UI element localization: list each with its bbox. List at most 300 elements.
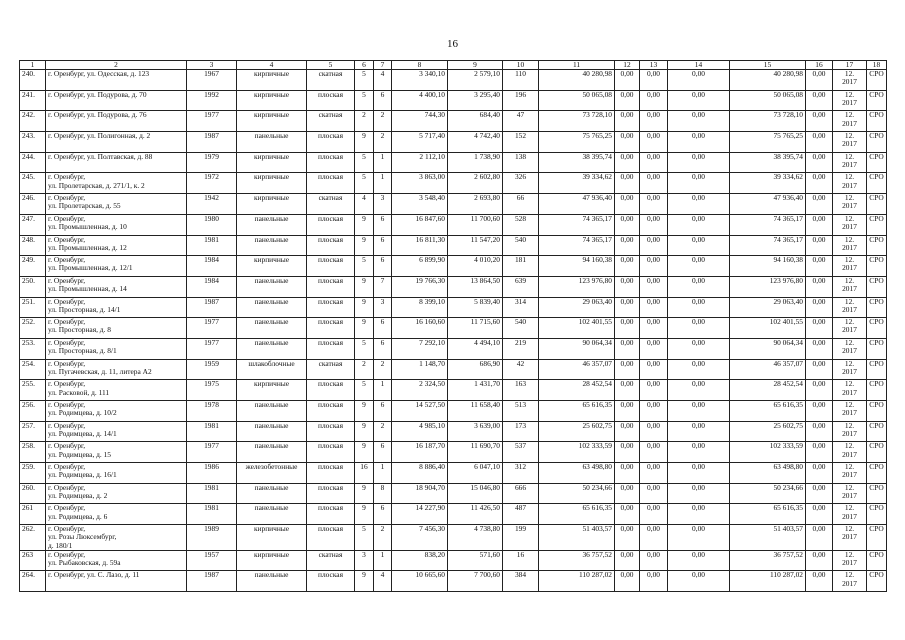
table-cell: 7 <box>374 276 392 297</box>
table-cell: плоская <box>307 338 355 359</box>
table-cell: 264. <box>20 571 46 592</box>
table-cell: 0,00 <box>668 483 730 504</box>
table-cell: 5 <box>355 90 374 111</box>
table-cell: 0,00 <box>615 111 640 132</box>
table-cell: панельные <box>237 421 307 442</box>
table-cell: 29 063,40 <box>730 297 806 318</box>
table-cell: 2 693,80 <box>448 194 503 215</box>
table-cell: 246. <box>20 194 46 215</box>
table-cell: г. Оренбург, ул. Полтавская, д. 88 <box>46 152 187 173</box>
table-cell: плоская <box>307 380 355 401</box>
table-cell: 219 <box>503 338 539 359</box>
table-cell: г. Оренбург, ул. Промышленная, д. 12/1 <box>46 256 187 277</box>
column-header: 2 <box>46 61 187 70</box>
table-cell: 5 <box>355 256 374 277</box>
table-cell: кирпичные <box>237 194 307 215</box>
table-cell: 1 <box>374 380 392 401</box>
table-cell: 4 742,40 <box>448 132 503 153</box>
table-cell: 1984 <box>187 256 237 277</box>
table-cell: 1 738,90 <box>448 152 503 173</box>
table-cell: 65 616,35 <box>730 504 806 525</box>
table-cell: плоская <box>307 318 355 339</box>
table-cell: 12. 2017 <box>833 90 867 111</box>
table-cell: 259. <box>20 463 46 484</box>
table-cell: 7 456,30 <box>392 525 448 551</box>
table-cell: 0,00 <box>668 132 730 153</box>
table-cell: 0,00 <box>615 318 640 339</box>
table-cell: 0,00 <box>615 152 640 173</box>
table-cell: 0,00 <box>640 442 668 463</box>
table-cell: 0,00 <box>668 442 730 463</box>
table-cell: 0,00 <box>640 70 668 91</box>
table-cell: 2 <box>374 132 392 153</box>
table-cell: 252. <box>20 318 46 339</box>
table-cell: 12. 2017 <box>833 463 867 484</box>
table-cell: 1989 <box>187 525 237 551</box>
table-cell: 4 494,10 <box>448 338 503 359</box>
table-cell: 123 976,80 <box>539 276 615 297</box>
table-cell: 262. <box>20 525 46 551</box>
column-header: 14 <box>668 61 730 70</box>
table-row <box>20 111 887 132</box>
table-cell: 6 <box>374 504 392 525</box>
table-cell: 12. 2017 <box>833 194 867 215</box>
table-cell: г. Оренбург, ул. Подурова, д. 70 <box>46 90 187 111</box>
table-cell: 9 <box>355 297 374 318</box>
table-row <box>20 132 887 153</box>
table-cell: 251. <box>20 297 46 318</box>
table-cell: 0,00 <box>806 504 833 525</box>
table-cell: 0,00 <box>615 525 640 551</box>
table-cell: плоская <box>307 483 355 504</box>
table-cell: 28 452,54 <box>539 380 615 401</box>
table-cell: 5 839,40 <box>448 297 503 318</box>
table-cell: 12. 2017 <box>833 318 867 339</box>
table-cell: 1 <box>374 152 392 173</box>
table-cell: 199 <box>503 525 539 551</box>
table-cell: 537 <box>503 442 539 463</box>
table-cell: железобетонные <box>237 463 307 484</box>
table-cell: г. Оренбург, ул. Родимцева, д. 10/2 <box>46 401 187 422</box>
table-cell: 0,00 <box>615 173 640 194</box>
column-header: 13 <box>640 61 668 70</box>
table-cell: СРО <box>867 194 887 215</box>
column-header: 16 <box>806 61 833 70</box>
table-cell: 102 401,55 <box>539 318 615 339</box>
table-cell: г. Оренбург, ул. Родимцева, д. 6 <box>46 504 187 525</box>
table-cell: 0,00 <box>806 525 833 551</box>
table-cell: кирпичные <box>237 90 307 111</box>
table-cell: СРО <box>867 463 887 484</box>
table-cell: 4 <box>374 70 392 91</box>
table-cell: 0,00 <box>640 483 668 504</box>
table-cell: 12. 2017 <box>833 380 867 401</box>
table-cell: 2 579,10 <box>448 70 503 91</box>
table-cell: кирпичные <box>237 256 307 277</box>
table-cell: г. Оренбург, ул. С. Лазо, д. 11 <box>46 571 187 592</box>
table-cell: 255. <box>20 380 46 401</box>
table-cell: 314 <box>503 297 539 318</box>
table-cell: 0,00 <box>640 504 668 525</box>
table-cell: 46 357,07 <box>730 359 806 380</box>
table-cell: СРО <box>867 380 887 401</box>
table-cell: 0,00 <box>640 111 668 132</box>
table-cell: 1987 <box>187 132 237 153</box>
table-cell: 249. <box>20 256 46 277</box>
table-cell: 12. 2017 <box>833 132 867 153</box>
table-cell: 16 847,60 <box>392 214 448 235</box>
table-row <box>20 276 887 297</box>
table-cell: плоская <box>307 256 355 277</box>
table-cell: СРО <box>867 421 887 442</box>
table-cell: 9 <box>355 214 374 235</box>
table-cell: 65 616,35 <box>539 504 615 525</box>
table-cell: плоская <box>307 421 355 442</box>
table-cell: 7 292,10 <box>392 338 448 359</box>
table-cell: 74 365,17 <box>730 214 806 235</box>
table-cell: 0,00 <box>668 90 730 111</box>
table-cell: СРО <box>867 132 887 153</box>
table-cell: 12. 2017 <box>833 571 867 592</box>
table-row <box>20 70 887 91</box>
table-cell: 12. 2017 <box>833 111 867 132</box>
table-cell: 0,00 <box>806 401 833 422</box>
table-cell: 247. <box>20 214 46 235</box>
table-cell: 94 160,38 <box>539 256 615 277</box>
table-cell: 51 403,57 <box>730 525 806 551</box>
table-cell: панельные <box>237 401 307 422</box>
table-row <box>20 297 887 318</box>
table-cell: 12. 2017 <box>833 70 867 91</box>
table-cell: 384 <box>503 571 539 592</box>
table-cell: 0,00 <box>806 276 833 297</box>
table-cell: 0,00 <box>668 152 730 173</box>
table-cell: 254. <box>20 359 46 380</box>
column-header: 17 <box>833 61 867 70</box>
table-cell: 0,00 <box>806 194 833 215</box>
table-cell: 2 <box>374 111 392 132</box>
table-cell: СРО <box>867 442 887 463</box>
table-cell: 326 <box>503 173 539 194</box>
table-cell: 46 357,07 <box>539 359 615 380</box>
table-cell: 1972 <box>187 173 237 194</box>
table-cell: 51 403,57 <box>539 525 615 551</box>
table-cell: 0,00 <box>615 70 640 91</box>
table-row <box>20 152 887 173</box>
table-cell: 0,00 <box>640 235 668 256</box>
table-cell: 6 047,10 <box>448 463 503 484</box>
table-cell: 152 <box>503 132 539 153</box>
table-row <box>20 256 887 277</box>
table-cell: 258. <box>20 442 46 463</box>
table-cell: 0,00 <box>615 256 640 277</box>
table-row <box>20 463 887 484</box>
table-cell: СРО <box>867 504 887 525</box>
table-cell: 0,00 <box>615 214 640 235</box>
column-header: 10 <box>503 61 539 70</box>
table-cell: 0,00 <box>668 111 730 132</box>
table-cell: 12. 2017 <box>833 276 867 297</box>
table-cell: СРО <box>867 152 887 173</box>
table-cell: панельные <box>237 442 307 463</box>
table-cell: 0,00 <box>640 90 668 111</box>
table-cell: 1 <box>374 550 392 571</box>
table-cell: 0,00 <box>615 421 640 442</box>
table-cell: 12. 2017 <box>833 338 867 359</box>
table-cell: 6 <box>374 90 392 111</box>
table-cell: 0,00 <box>640 525 668 551</box>
table-cell: 110 <box>503 70 539 91</box>
table-cell: СРО <box>867 525 887 551</box>
table-cell: 15 046,80 <box>448 483 503 504</box>
table-cell: 12. 2017 <box>833 214 867 235</box>
table-cell: 18 904,70 <box>392 483 448 504</box>
table-cell: 0,00 <box>806 380 833 401</box>
table-cell: 0,00 <box>615 380 640 401</box>
table-cell: скатная <box>307 70 355 91</box>
table-cell: СРО <box>867 235 887 256</box>
table-cell: 540 <box>503 318 539 339</box>
table-cell: 65 616,35 <box>539 401 615 422</box>
table-cell: 0,00 <box>806 442 833 463</box>
page-number: 16 <box>447 38 458 50</box>
table-cell: 3 <box>374 297 392 318</box>
table-cell: СРО <box>867 550 887 571</box>
table-cell: г. Оренбург, ул. Родимцева, д. 15 <box>46 442 187 463</box>
table-cell: г. Оренбург, ул. Промышленная, д. 10 <box>46 214 187 235</box>
table-cell: 0,00 <box>615 90 640 111</box>
table-row <box>20 318 887 339</box>
table-cell: 686,90 <box>448 359 503 380</box>
table-cell: 0,00 <box>615 338 640 359</box>
table-cell: 0,00 <box>615 132 640 153</box>
table-cell: 0,00 <box>640 318 668 339</box>
table-cell: 16 811,30 <box>392 235 448 256</box>
table-cell: 42 <box>503 359 539 380</box>
table-cell: СРО <box>867 338 887 359</box>
table-cell: 0,00 <box>668 463 730 484</box>
table-cell: 0,00 <box>668 194 730 215</box>
table-cell: 540 <box>503 235 539 256</box>
column-header: 4 <box>237 61 307 70</box>
table-cell: 0,00 <box>806 421 833 442</box>
column-header: 15 <box>730 61 806 70</box>
table-cell: плоская <box>307 401 355 422</box>
table-cell: 0,00 <box>640 421 668 442</box>
table-cell: плоская <box>307 297 355 318</box>
table-header <box>20 61 887 70</box>
table-cell: 0,00 <box>806 256 833 277</box>
table-cell: 0,00 <box>640 173 668 194</box>
table-row <box>20 90 887 111</box>
table-cell: 9 <box>355 421 374 442</box>
table-row <box>20 442 887 463</box>
table-cell: 0,00 <box>806 463 833 484</box>
table-cell: панельные <box>237 276 307 297</box>
table-cell: 0,00 <box>668 318 730 339</box>
table-cell: 0,00 <box>615 297 640 318</box>
table-cell: 12. 2017 <box>833 297 867 318</box>
table-cell: 0,00 <box>615 483 640 504</box>
table-cell: 0,00 <box>640 214 668 235</box>
table-cell: 196 <box>503 90 539 111</box>
column-header: 12 <box>615 61 640 70</box>
table-cell: 163 <box>503 380 539 401</box>
table-cell: 0,00 <box>615 276 640 297</box>
table-cell: 5 <box>355 152 374 173</box>
table-cell: 571,60 <box>448 550 503 571</box>
table-cell: 16 <box>355 463 374 484</box>
column-header: 8 <box>392 61 448 70</box>
table-cell: 260. <box>20 483 46 504</box>
table-cell: 94 160,38 <box>730 256 806 277</box>
table-cell: 0,00 <box>806 571 833 592</box>
table-cell: 66 <box>503 194 539 215</box>
table-cell: 2 <box>355 111 374 132</box>
table-cell: 4 985,10 <box>392 421 448 442</box>
column-header: 9 <box>448 61 503 70</box>
column-header: 7 <box>374 61 392 70</box>
table-cell: СРО <box>867 70 887 91</box>
table-cell: 1942 <box>187 194 237 215</box>
table-cell: скатная <box>307 111 355 132</box>
table-cell: 744,30 <box>392 111 448 132</box>
table-cell: кирпичные <box>237 525 307 551</box>
table-cell: 5 <box>355 380 374 401</box>
table-cell: 11 658,40 <box>448 401 503 422</box>
table-cell: 5 717,40 <box>392 132 448 153</box>
table-cell: 2 112,10 <box>392 152 448 173</box>
table-cell: 9 <box>355 442 374 463</box>
table-cell: 2 324,50 <box>392 380 448 401</box>
table-cell: плоская <box>307 152 355 173</box>
table-cell: 50 234,66 <box>730 483 806 504</box>
table-cell: плоская <box>307 132 355 153</box>
table-row <box>20 483 887 504</box>
table-cell: 5 <box>355 70 374 91</box>
table-cell: 12. 2017 <box>833 421 867 442</box>
table-cell: плоская <box>307 235 355 256</box>
table-cell: 14 227,90 <box>392 504 448 525</box>
table-cell: СРО <box>867 111 887 132</box>
table-cell: 6 <box>374 256 392 277</box>
table-cell: 0,00 <box>640 571 668 592</box>
table-cell: 244. <box>20 152 46 173</box>
table-cell: 1980 <box>187 214 237 235</box>
table-cell: 3 340,10 <box>392 70 448 91</box>
table-cell: 10 665,60 <box>392 571 448 592</box>
table-cell: 639 <box>503 276 539 297</box>
table-cell: 1984 <box>187 276 237 297</box>
table-cell: 2 <box>355 359 374 380</box>
table-cell: 8 <box>374 483 392 504</box>
table-cell: 7 700,60 <box>448 571 503 592</box>
table-cell: 13 864,50 <box>448 276 503 297</box>
table-cell: 102 333,59 <box>539 442 615 463</box>
table-cell: г. Оренбург, ул. Пролетарская, д. 271/1, к. 2 <box>46 173 187 194</box>
table-row <box>20 173 887 194</box>
table-cell: 0,00 <box>668 380 730 401</box>
table-cell: шлакоблочные <box>237 359 307 380</box>
table-cell: 1987 <box>187 571 237 592</box>
table-cell: 1 <box>374 173 392 194</box>
table-cell: 6 899,90 <box>392 256 448 277</box>
table-cell: СРО <box>867 401 887 422</box>
table-cell: 2 602,80 <box>448 173 503 194</box>
table-cell: 241. <box>20 90 46 111</box>
table-cell: 12. 2017 <box>833 525 867 551</box>
table-cell: 0,00 <box>668 571 730 592</box>
table-cell: 9 <box>355 276 374 297</box>
table-cell: 1979 <box>187 152 237 173</box>
table-cell: 240. <box>20 70 46 91</box>
table-cell: 12. 2017 <box>833 173 867 194</box>
table-cell: 40 280,98 <box>730 70 806 91</box>
table-cell: 11 690,70 <box>448 442 503 463</box>
table-cell: 0,00 <box>640 256 668 277</box>
table-cell: 243. <box>20 132 46 153</box>
table-cell: 1981 <box>187 421 237 442</box>
table-cell: 50 065,08 <box>730 90 806 111</box>
table-cell: 50 065,08 <box>539 90 615 111</box>
table-cell: 12. 2017 <box>833 483 867 504</box>
table-cell: 248. <box>20 235 46 256</box>
table-cell: скатная <box>307 194 355 215</box>
table-cell: 261 <box>20 504 46 525</box>
table-cell: кирпичные <box>237 173 307 194</box>
table-row <box>20 380 887 401</box>
table-row <box>20 194 887 215</box>
table-cell: 8 886,40 <box>392 463 448 484</box>
column-header: 6 <box>355 61 374 70</box>
table-cell: 0,00 <box>640 401 668 422</box>
table-cell: 0,00 <box>668 256 730 277</box>
table-cell: панельные <box>237 297 307 318</box>
table-cell: СРО <box>867 256 887 277</box>
table-cell: СРО <box>867 571 887 592</box>
table-cell: кирпичные <box>237 70 307 91</box>
table-cell: 0,00 <box>668 276 730 297</box>
table-cell: 16 187,70 <box>392 442 448 463</box>
table-cell: 50 234,66 <box>539 483 615 504</box>
table-cell: 1975 <box>187 380 237 401</box>
table-cell: 36 757,52 <box>539 550 615 571</box>
table-cell: 838,20 <box>392 550 448 571</box>
table-cell: г. Оренбург, ул. Расковой, д. 111 <box>46 380 187 401</box>
table-cell: 0,00 <box>806 173 833 194</box>
table-cell: 40 280,98 <box>539 70 615 91</box>
table-cell: 5 <box>355 525 374 551</box>
table-cell: панельные <box>237 571 307 592</box>
table-cell: г. Оренбург, ул. Рыбаковская, д. 59а <box>46 550 187 571</box>
table-row <box>20 504 887 525</box>
table-cell: 102 401,55 <box>730 318 806 339</box>
table-cell: панельные <box>237 504 307 525</box>
table-cell: г. Оренбург, ул. Пролетарская, д. 55 <box>46 194 187 215</box>
table-cell: плоская <box>307 504 355 525</box>
table-cell: плоская <box>307 442 355 463</box>
table-cell: 9 <box>355 483 374 504</box>
table-cell: г. Оренбург, ул. Просторная, д. 8/1 <box>46 338 187 359</box>
table-cell: 12. 2017 <box>833 504 867 525</box>
table-cell: 6 <box>374 338 392 359</box>
table-cell: 90 064,34 <box>730 338 806 359</box>
column-header: 3 <box>187 61 237 70</box>
table-cell: 1978 <box>187 401 237 422</box>
table-cell: скатная <box>307 359 355 380</box>
table-cell: 14 527,50 <box>392 401 448 422</box>
table-row <box>20 421 887 442</box>
